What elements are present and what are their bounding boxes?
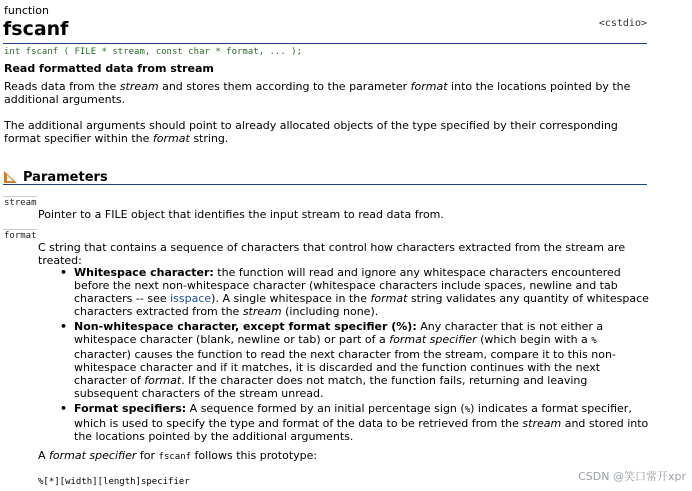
isspace-link[interactable]: isspace [170, 292, 212, 305]
watermark: CSDN @笑口常开xpr [578, 470, 686, 483]
parameters-title: Parameters [23, 169, 108, 185]
param-name-stream: stream [4, 198, 37, 208]
format-specifier-prototype: %[*][width][length]specifier [38, 477, 190, 487]
function-prototype: int fscanf ( FILE * stream, const char * format, ... ); [4, 47, 303, 57]
list-item: • Non-whitespace character, except format specifier (%): Any character that is not either a whitespace character (blank, newline or tab) or part of a format specifier (which begin with a % character) causes the function to read the next character from the stream, compare it to this non-whitespace character and if it matches, it is discarded and the function continues with the next character of format. If the character does not match, the function fails, returning and leaving subsequent characters of the stream unread. [60, 320, 616, 400]
list-item: • Format specifiers: A sequence formed by an initial percentage sign (%) indicates a format specifier, which is used to specify the type and format of the data to be retrieved from the stream and stored into the locations pointed by the additional arguments. [60, 402, 649, 443]
description-paragraph-2: The additional arguments should point to already allocated objects of the type specified by their corresponding format specifier within the format string. [4, 119, 618, 145]
description-paragraph-1: Reads data from the stream and stores them according to the parameter format into the locations pointed by the additional arguments. [4, 80, 631, 106]
parameters-divider [3, 184, 647, 185]
ruler-triangle-icon [3, 170, 18, 184]
format-rules-list [60, 266, 650, 445]
param-name-format: format [4, 231, 37, 241]
title-divider [3, 43, 647, 44]
list-item: • Whitespace character: the function will read and ignore any whitespace characters encountered before the next non-whitespace character (whitespace characters include spaces, newline and tab characters -- see isspace). A single whitespace in the format string validates any quantity of whitespace characters extracted from the stream (including none). [60, 266, 649, 318]
function-summary: Read formatted data from stream [4, 62, 214, 75]
format-specifier-intro: A format specifier for fscanf follows this prototype: [38, 449, 318, 462]
param-desc-format: C string that contains a sequence of characters that control how characters extracted from the stream are treated: [38, 241, 626, 267]
param-desc-stream: Pointer to a FILE object that identifies the input stream to read data from. [38, 208, 444, 221]
function-kind-label: function [4, 4, 49, 17]
library-header-link[interactable]: <cstdio> [598, 18, 647, 29]
function-name-title: fscanf [3, 18, 69, 40]
